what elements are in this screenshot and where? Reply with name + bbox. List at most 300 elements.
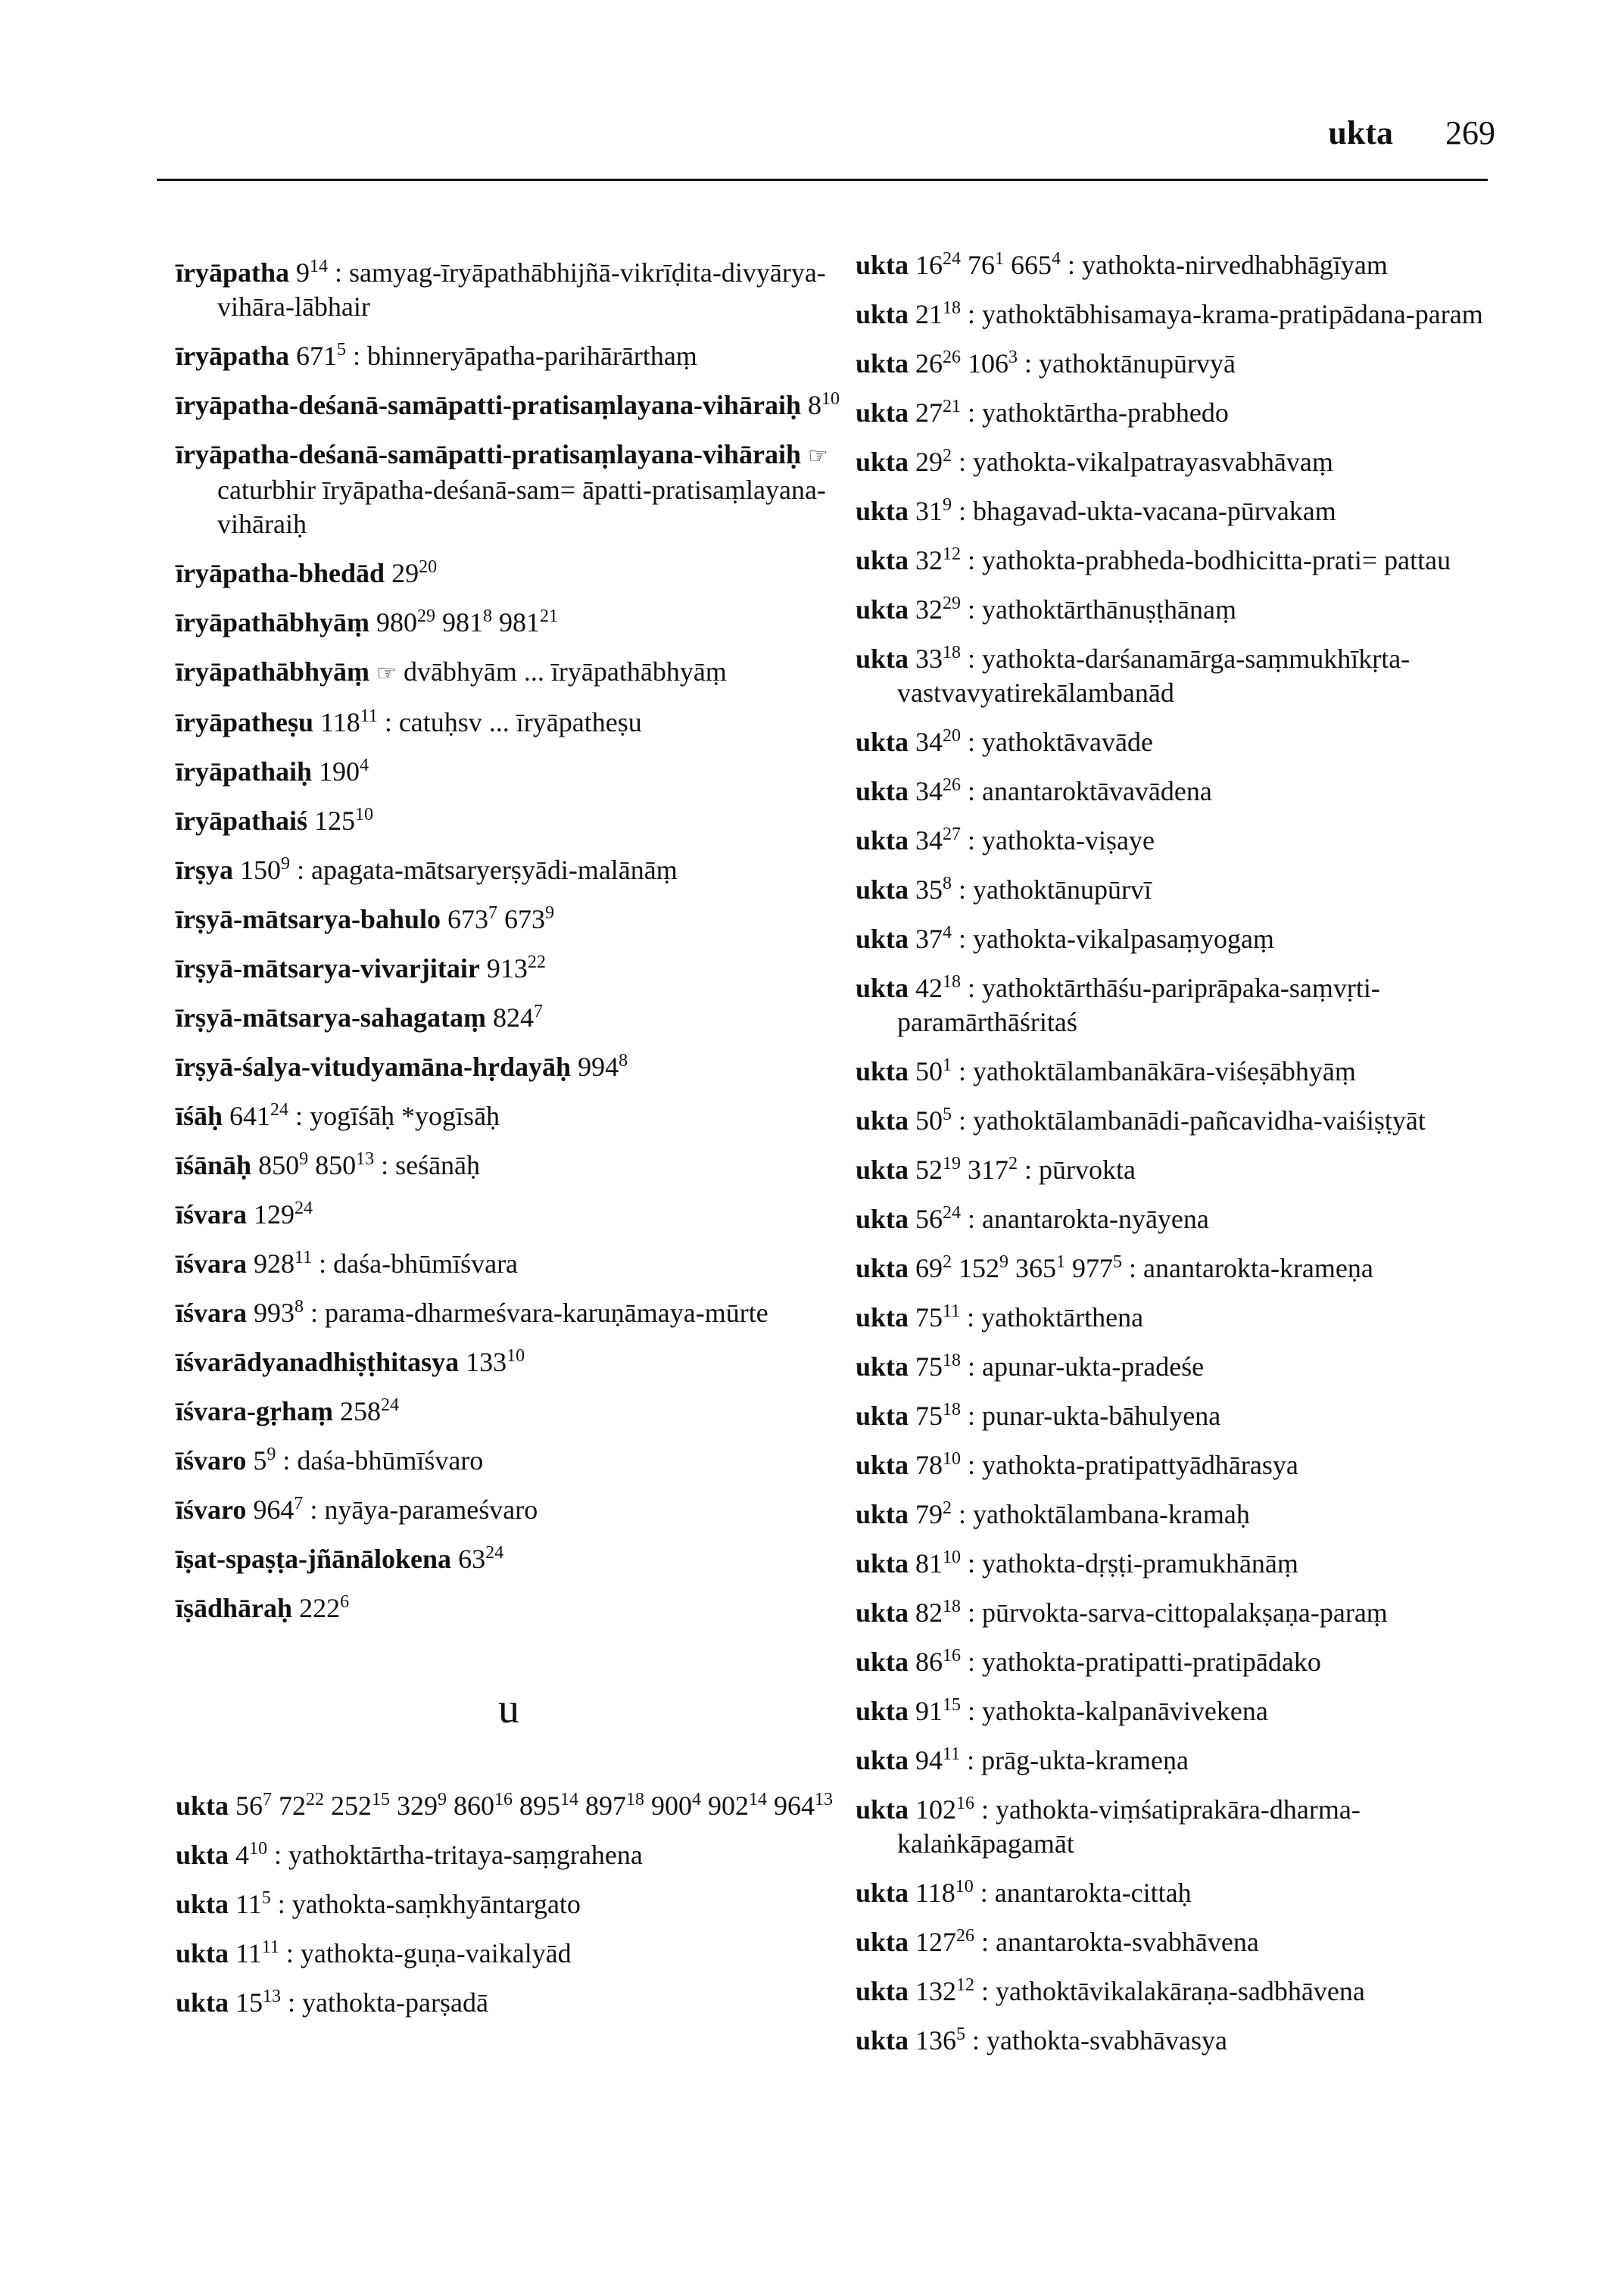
line-ref: 1 — [943, 1055, 952, 1075]
page-ref: 994 — [578, 1052, 619, 1082]
index-entry: īśvaro $964^7$ : nyāya-parameśvaro — [176, 1494, 538, 1525]
gloss: yathokta-saṃkhyāntargato — [291, 1889, 581, 1919]
page-ref: 56 — [235, 1791, 263, 1821]
line-ref: 9 — [438, 1790, 447, 1809]
line-ref: 7 — [533, 1002, 543, 1021]
line-ref: 14 — [560, 1790, 579, 1809]
headword: ukta — [856, 1499, 909, 1529]
gloss: yathoktānupūrvī — [973, 874, 1152, 905]
page-ref: 252 — [331, 1791, 372, 1821]
page-ref: 21 — [915, 299, 943, 329]
headword: ukta — [856, 924, 909, 954]
page-ref: 63 — [458, 1544, 486, 1574]
line-ref: 4 — [692, 1790, 702, 1809]
page-ref: 29 — [391, 558, 419, 588]
headword: ukta — [856, 973, 909, 1003]
page-number: 269 — [1445, 114, 1495, 151]
page-ref: 75 — [915, 1302, 943, 1332]
gloss: yathokta-pratipattyādhārasya — [982, 1450, 1298, 1480]
index-entry: ukta $81^{10}$ : yathokta-dṛṣṭi-pramukhānāṃ — [856, 1548, 1298, 1579]
gloss: yathokta-parṣadā — [302, 1987, 488, 2018]
headword: ukta — [856, 348, 909, 379]
page-ref: 850 — [258, 1150, 300, 1180]
index-entry: ukta $11^5$ : yathokta-saṃkhyāntargato — [176, 1888, 581, 1919]
gloss: yathoktālambanākāra-viśeṣābhyāṃ — [973, 1056, 1356, 1086]
line-ref: 5 — [337, 340, 347, 360]
index-entry — [176, 655, 842, 690]
line-ref: 15 — [372, 1790, 391, 1809]
headword: ukta — [176, 1938, 229, 1968]
page-ref: 964 — [253, 1495, 295, 1525]
headword: ukta — [176, 1791, 229, 1821]
headword: ukta — [856, 1204, 909, 1234]
gloss: anantaroktāvavādena — [982, 776, 1212, 806]
line-ref: 10 — [821, 389, 840, 409]
headword: īśvara — [176, 1199, 247, 1230]
gloss: yathoktāvavāde — [982, 727, 1153, 757]
headword: ukta — [176, 1889, 229, 1919]
index-entry: ukta $34^{20}$ : yathoktāvavāde — [856, 726, 1153, 757]
line-ref: 11 — [943, 1744, 961, 1764]
line-ref: 10 — [943, 1449, 962, 1469]
page-ref: 671 — [296, 341, 338, 371]
line-ref: 24 — [943, 249, 962, 269]
line-ref: 18 — [943, 1351, 962, 1370]
line-ref: 10 — [955, 1877, 974, 1897]
headword: īryāpatha-deśanā-samāpatti-pratisaṃlayana-vihāraiḥ — [176, 390, 802, 420]
line-ref: 4 — [1052, 249, 1061, 269]
index-entry: ukta $102^{16}$ : yathokta-viṃśatiprakāra-dharma-kalaṅkāpagamāt — [856, 1794, 1361, 1859]
page-ref: 190 — [319, 756, 360, 787]
page-ref: 50 — [915, 1056, 943, 1086]
headword: ukta — [856, 644, 909, 674]
page-ref: 133 — [466, 1347, 507, 1377]
page-ref: 11 — [235, 1889, 262, 1919]
index-entry — [176, 902, 842, 937]
page-ref: 329 — [397, 1791, 438, 1821]
headword: ukta — [856, 397, 909, 428]
page-ref: 16 — [915, 250, 943, 280]
page-ref: 72 — [279, 1791, 307, 1821]
headword: īryāpathaiḥ — [176, 756, 313, 787]
line-ref: 24 — [270, 1100, 289, 1120]
headword: īṣat-spaṣṭa-jñānālokena — [176, 1544, 452, 1574]
line-ref: 1 — [995, 249, 1005, 269]
index-entry: ukta $35^8$ : yathoktānupūrvī — [856, 874, 1152, 905]
headword: īryāpathābhyāṃ — [176, 656, 370, 687]
page-ref: 365 — [1015, 1253, 1057, 1283]
index-entry: ukta $37^4$ : yathokta-vikalpasaṃyogaṃ — [856, 923, 1274, 954]
index-entry — [176, 804, 842, 838]
gloss: yathoktāvikalakāraṇa-sadbhāvena — [996, 1976, 1365, 2006]
index-entry: ukta $31^9$ : bhagavad-ukta-vacana-pūrvakam — [856, 495, 1336, 526]
index-entry — [176, 438, 842, 541]
page-ref: 86 — [915, 1647, 943, 1677]
gloss: punar-ukta-bāhulyena — [982, 1401, 1221, 1431]
gloss: yathokta-viṣaye — [982, 825, 1155, 856]
page-ref: 902 — [708, 1791, 750, 1821]
gloss: yathokta-pratipatti-pratipādako — [982, 1647, 1321, 1677]
page-ref: 27 — [915, 397, 943, 428]
pointing-hand-icon: ☞ — [808, 444, 828, 469]
page-ref: 106 — [968, 348, 1009, 379]
headword: īśvara — [176, 1298, 247, 1328]
gloss: yathokta-dṛṣṭi-pramukhānāṃ — [982, 1548, 1298, 1579]
gloss: yathoktārtha-tritaya-saṃgrahena — [288, 1840, 643, 1870]
page-ref: 673 — [504, 904, 545, 934]
index-entry — [176, 1001, 842, 1035]
headword: īrṣyā-mātsarya-bahulo — [176, 904, 441, 934]
index-entry: ukta $79^2$ : yathoktālambana-kramaḥ — [856, 1498, 1250, 1529]
index-entry: ukta $75^{18}$ : punar-ukta-bāhulyena — [856, 1400, 1221, 1431]
line-ref: 29 — [943, 594, 962, 613]
line-ref: 7 — [263, 1790, 273, 1809]
index-entry: ukta $69^2$ $152^9$ $365^1$ $977^5$ : anantarokta-krameṇa — [856, 1252, 1373, 1283]
page-ref: 964 — [774, 1791, 815, 1821]
line-ref: 6 — [340, 1592, 350, 1612]
line-ref: 21 — [540, 606, 559, 626]
index-entry: īśāḥ $641^{24}$ : yogīśāḥ *yogīsāḥ — [176, 1100, 500, 1131]
line-ref: 10 — [943, 1548, 962, 1567]
left-entries — [176, 256, 842, 1625]
line-ref: 18 — [943, 643, 962, 662]
headword: ukta — [176, 1987, 229, 2018]
headword: īśānāḥ — [176, 1150, 252, 1180]
page-ref: 32 — [915, 545, 943, 575]
headword: īryāpatha-bhedād — [176, 558, 385, 588]
page-ref: 993 — [254, 1298, 295, 1328]
headword: ukta — [856, 496, 909, 526]
headword: ukta — [856, 1548, 909, 1579]
headword: īṣādhāraḥ — [176, 1593, 293, 1623]
headword: ukta — [856, 299, 909, 329]
page-ref: 673 — [447, 904, 488, 934]
index-entry: ukta $32^{29}$ : yathoktārthānuṣṭhānaṃ — [856, 594, 1236, 625]
page-ref: 34 — [915, 727, 943, 757]
page-ref: 26 — [915, 348, 943, 379]
gloss: yathokta-vikalpatrayasvabhāvaṃ — [973, 447, 1333, 477]
index-entry: ukta $34^{27}$ : yathokta-viṣaye — [856, 824, 1155, 856]
headword: ukta — [856, 1450, 909, 1480]
gloss: anantarokta-nyāyena — [982, 1204, 1209, 1234]
index-entry: ukta $29^2$ : yathokta-vikalpatrayasvabhāvaṃ — [856, 446, 1333, 477]
gloss: daśa-bhūmīśvara — [333, 1248, 519, 1279]
index-entry — [176, 1542, 842, 1576]
gloss: yathokta-svabhāvasya — [987, 2025, 1227, 2056]
page-ref: 900 — [651, 1791, 693, 1821]
line-ref: 13 — [263, 1987, 282, 2006]
gloss: seśānāḥ — [395, 1150, 481, 1180]
line-ref: 18 — [943, 1597, 962, 1616]
line-ref: 20 — [943, 726, 962, 746]
line-ref: 5 — [943, 1105, 952, 1124]
index-entry: īśānāḥ $850^9$ $850^{13}$ : seśānāḥ — [176, 1149, 481, 1180]
line-ref: 8 — [295, 1297, 304, 1317]
headword: ukta — [856, 250, 909, 280]
page-ref: 928 — [254, 1248, 295, 1279]
page-ref: 129 — [254, 1199, 295, 1230]
index-entry — [176, 1198, 842, 1232]
gloss: yathoktārthena — [981, 1302, 1144, 1332]
headword: īrṣyā-śalya-vitudyamāna-hṛdayāḥ — [176, 1052, 572, 1082]
line-ref: 2 — [943, 446, 952, 466]
gloss: parama-dharmeśvara-karuṇāmaya-mūrte — [325, 1298, 768, 1328]
index-entry: īrṣya $150^9$ : apagata-mātsaryerṣyādi-malānāṃ — [176, 854, 678, 885]
page-ref: 78 — [915, 1450, 943, 1480]
page-ref: 34 — [915, 825, 943, 856]
index-entry — [176, 1591, 842, 1625]
index-entry: ukta $15^{13}$ : yathokta-parṣadā — [176, 1987, 488, 2018]
line-ref: 16 — [956, 1794, 975, 1813]
gloss: yathokta-darśanamārga-saṃmukhīkṛta-vastvavyatirekālambanād — [897, 644, 1410, 708]
index-entry: ukta $56^{24}$ : anantarokta-nyāyena — [856, 1203, 1209, 1234]
line-ref: 7 — [488, 903, 497, 923]
headword: ukta — [856, 1878, 909, 1908]
page-ref: 8 — [808, 390, 822, 420]
gloss: yathoktālambana-kramaḥ — [973, 1499, 1250, 1529]
cross-reference: caturbhir īryāpatha-deśanā-sam= āpatti-pratisaṃlayana-vihāraiḥ — [217, 475, 826, 539]
index-entry — [176, 1050, 842, 1084]
page-ref: 52 — [915, 1155, 943, 1185]
page-ref: 150 — [240, 855, 281, 885]
line-ref: 11 — [295, 1248, 313, 1267]
headword: ukta — [856, 2025, 909, 2056]
index-entry — [176, 952, 842, 986]
gloss: samyag-īryāpathābhijñā-vikrīḍita-divyārya-vihāra-lābhair — [217, 257, 826, 322]
line-ref: 14 — [749, 1790, 768, 1809]
index-entry — [176, 388, 842, 422]
line-ref: 24 — [295, 1198, 313, 1218]
gloss: bhagavad-ukta-vacana-pūrvakam — [973, 496, 1336, 526]
line-ref: 9 — [545, 903, 554, 923]
index-entry: ukta $33^{18}$ : yathokta-darśanamārga-saṃmukhīkṛta-vastvavyatirekālambanād — [856, 643, 1410, 708]
headword: ukta — [856, 1647, 909, 1677]
right-entries — [856, 248, 1499, 2058]
headword: ukta — [856, 1597, 909, 1628]
line-ref: 12 — [956, 1975, 975, 1995]
page-ref: 897 — [585, 1791, 627, 1821]
index-entry: ukta $27^{21}$ : yathoktārtha-prabhedo — [856, 397, 1229, 428]
gloss: anantarokta-cittaḥ — [994, 1878, 1192, 1908]
page-ref: 665 — [1011, 250, 1052, 280]
right-column — [856, 248, 1499, 2073]
index-entry: ukta $127^{26}$ : anantarokta-svabhāvena — [856, 1926, 1259, 1957]
index-entry: ukta $16^{24}$ $76^1$ $665^4$ : yathokta-nirvedhabhāgīyam — [856, 249, 1388, 280]
index-entry: ukta $118^{10}$ : anantarokta-cittaḥ — [856, 1877, 1192, 1908]
line-ref: 10 — [355, 805, 374, 824]
line-ref: 9 — [267, 1445, 276, 1464]
index-entry: ukta $21^{18}$ : yathoktābhisamaya-krama-pratipādana-param — [856, 298, 1483, 329]
left-column — [176, 256, 842, 2035]
headword: ukta — [856, 594, 909, 625]
headword: īrṣya — [176, 855, 233, 885]
index-entry: ukta $91^{15}$ : yathokta-kalpanāvivekena — [856, 1695, 1268, 1726]
index-entry: ukta $132^{12}$ : yathoktāvikalakāraṇa-sadbhāvena — [856, 1975, 1365, 2006]
gloss: yathokta-prabheda-bodhicitta-prati= pattau — [982, 545, 1451, 575]
page-ref: 913 — [486, 953, 528, 983]
line-ref: 11 — [943, 1301, 961, 1321]
line-ref: 22 — [306, 1790, 325, 1809]
index-entry: ukta $50^1$ : yathoktālambanākāra-viśeṣābhyāṃ — [856, 1055, 1356, 1086]
line-ref: 1 — [1056, 1252, 1066, 1272]
headword: īryāpatha-deśanā-samāpatti-pratisaṃlayana-vihāraiḥ — [176, 439, 802, 469]
line-ref: 7 — [294, 1494, 304, 1513]
page-ref: 32 — [915, 594, 943, 625]
page-ref: 76 — [968, 250, 996, 280]
gloss: pūrvokta — [1039, 1155, 1136, 1185]
headword: ukta — [856, 874, 909, 905]
line-ref: 16 — [494, 1790, 513, 1809]
headword: ukta — [856, 1696, 909, 1726]
headword: ukta — [856, 1105, 909, 1136]
index-entry: ukta $52^{19}$ $317^2$ : pūrvokta — [856, 1154, 1136, 1185]
cross-reference: dvābhyām ... īryāpathābhyāṃ — [403, 656, 727, 687]
page-ref: 29 — [915, 447, 943, 477]
index-entry: ukta $26^{26}$ $106^3$ : yathoktānupūrvyā — [856, 348, 1236, 379]
headword: īśvarādyanadhiṣṭhitasya — [176, 1347, 460, 1377]
page-ref: 79 — [915, 1499, 943, 1529]
gloss: yathokta-viṃśatiprakāra-dharma-kalaṅkāpagamāt — [897, 1794, 1361, 1859]
line-ref: 9 — [299, 1149, 309, 1169]
gloss: yogīśāḥ *yogīsāḥ — [310, 1101, 500, 1131]
line-ref: 29 — [417, 606, 436, 626]
gloss: yathoktārthāśu-pariprāpaka-saṃvṛti-paramārthāśritaś — [897, 973, 1380, 1037]
gloss: yathokta-kalpanāvivekena — [982, 1696, 1268, 1726]
line-ref: 18 — [943, 298, 962, 318]
line-ref: 18 — [943, 1400, 962, 1420]
line-ref: 15 — [943, 1695, 962, 1715]
page-ref: 102 — [915, 1794, 957, 1825]
index-entry: īryāpatheṣu $118^{11}$ : catuḥsv ... īryāpatheṣu — [176, 706, 642, 737]
index-entry: ukta $42^{18}$ : yathoktārthāśu-pariprāpaka-saṃvṛti-paramārthāśritaś — [856, 972, 1380, 1037]
page-ref: 75 — [915, 1351, 943, 1382]
line-ref: 9 — [281, 854, 290, 874]
headword: īryāpatheṣu — [176, 707, 314, 737]
page-ref: 82 — [915, 1597, 943, 1628]
gloss: yathoktābhisamaya-krama-pratipādana-param — [982, 299, 1483, 329]
gloss: prāg-ukta-krameṇa — [981, 1745, 1189, 1775]
headword: īryāpatha — [176, 341, 290, 371]
page-ref: 317 — [968, 1155, 1009, 1185]
line-ref: 22 — [527, 952, 546, 972]
line-ref: 24 — [485, 1543, 504, 1563]
page-ref: 33 — [915, 644, 943, 674]
index-entry: ukta $94^{11}$ : prāg-ukta-krameṇa — [856, 1744, 1189, 1775]
page-ref: 9 — [296, 257, 310, 288]
line-ref: 9 — [943, 495, 952, 515]
left-u-entries — [176, 1789, 842, 2020]
gloss: yathoktārtha-prabhedo — [982, 397, 1229, 428]
line-ref: 8 — [619, 1051, 628, 1071]
index-entry: īśvara $928^{11}$ : daśa-bhūmīśvara — [176, 1248, 519, 1279]
page-ref: 222 — [299, 1593, 341, 1623]
headword: īśvara-gṛhaṃ — [176, 1396, 333, 1426]
line-ref: 13 — [815, 1790, 834, 1809]
page-ref: 94 — [915, 1745, 943, 1775]
index-entry: ukta $78^{10}$ : yathokta-pratipattyādhārasya — [856, 1449, 1298, 1480]
index-entry: ukta $11^{11}$ : yathokta-guṇa-vaikalyād — [176, 1937, 572, 1968]
headword: ukta — [856, 1794, 909, 1825]
gloss: catuḥsv ... īryāpatheṣu — [398, 707, 642, 737]
line-ref: 24 — [380, 1395, 399, 1415]
index-entry — [176, 1789, 842, 1823]
line-ref: 2 — [943, 1252, 952, 1272]
headword: īryāpathābhyāṃ — [176, 607, 370, 637]
line-ref: 11 — [360, 706, 378, 726]
page-ref: 75 — [915, 1401, 943, 1431]
line-ref: 12 — [943, 544, 962, 564]
page-ref: 5 — [253, 1445, 267, 1476]
index-entry: īśvaro $5^9$ : daśa-bhūmīśvaro — [176, 1445, 484, 1476]
headword: ukta — [856, 1253, 909, 1283]
index-entry: ukta $4^{10}$ : yathoktārtha-tritaya-saṃgrahena — [176, 1839, 643, 1870]
page-ref: 81 — [915, 1548, 943, 1579]
gloss: bhinneryāpatha-parihārārthaṃ — [367, 341, 697, 371]
index-entry: ukta $75^{18}$ : apunar-ukta-pradeśe — [856, 1351, 1205, 1382]
headword: ukta — [176, 1840, 229, 1870]
page-ref: 118 — [320, 707, 360, 737]
headword: ukta — [856, 825, 909, 856]
headword: īśvaro — [176, 1445, 247, 1476]
gloss: anantarokta-krameṇa — [1143, 1253, 1373, 1283]
headword: ukta — [856, 1056, 909, 1086]
line-ref: 20 — [419, 557, 438, 577]
headword: ukta — [856, 1302, 909, 1332]
line-ref: 2 — [1008, 1154, 1018, 1173]
gloss: daśa-bhūmīśvaro — [297, 1445, 484, 1476]
line-ref: 26 — [943, 348, 962, 367]
pointing-hand-icon: ☞ — [376, 661, 397, 686]
gloss: nyāya-parameśvaro — [324, 1495, 538, 1525]
gloss: yathokta-guṇa-vaikalyād — [300, 1938, 572, 1968]
line-ref: 13 — [356, 1149, 375, 1169]
page-ref: 127 — [915, 1927, 957, 1957]
page-ref: 981 — [442, 607, 484, 637]
index-entry: ukta $82^{18}$ : pūrvokta-sarva-cittopalakṣaṇa-paraṃ — [856, 1597, 1388, 1628]
line-ref: 11 — [261, 1937, 279, 1957]
gloss: yathokta-nirvedhabhāgīyam — [1082, 250, 1388, 280]
section-letter: u — [498, 1685, 519, 1732]
index-entry: ukta $86^{16}$ : yathokta-pratipatti-pratipādako — [856, 1646, 1321, 1677]
page-ref: 258 — [339, 1396, 381, 1426]
line-ref: 8 — [483, 606, 493, 626]
gloss: yathoktānupūrvyā — [1039, 348, 1236, 379]
index-entry: īśvara $993^8$ : parama-dharmeśvara-karuṇāmaya-mūrte — [176, 1297, 768, 1328]
page-ref: 56 — [915, 1204, 943, 1234]
headword: īrṣyā-mātsarya-sahagataṃ — [176, 1002, 486, 1033]
line-ref: 5 — [1113, 1252, 1123, 1272]
headword: ukta — [856, 1401, 909, 1431]
line-ref: 4 — [943, 923, 952, 943]
page-ref: 15 — [235, 1987, 263, 2018]
index-entry — [176, 556, 842, 591]
index-entry: ukta $136^5$ : yathokta-svabhāvasya — [856, 2024, 1227, 2056]
header-rule — [157, 179, 1488, 181]
headword: īśvara — [176, 1248, 247, 1279]
page-ref: 35 — [915, 874, 943, 905]
line-ref: 18 — [626, 1790, 645, 1809]
line-ref: 24 — [943, 1203, 962, 1223]
headword: īryāpathaiś — [176, 806, 308, 836]
line-ref: 18 — [943, 972, 962, 992]
line-ref: 14 — [310, 257, 329, 276]
page-ref: 895 — [519, 1791, 561, 1821]
line-ref: 21 — [943, 397, 962, 416]
headword: īryāpatha — [176, 257, 290, 288]
line-ref: 4 — [360, 756, 369, 775]
page-ref: 860 — [454, 1791, 495, 1821]
header-word: ukta — [1328, 114, 1393, 151]
